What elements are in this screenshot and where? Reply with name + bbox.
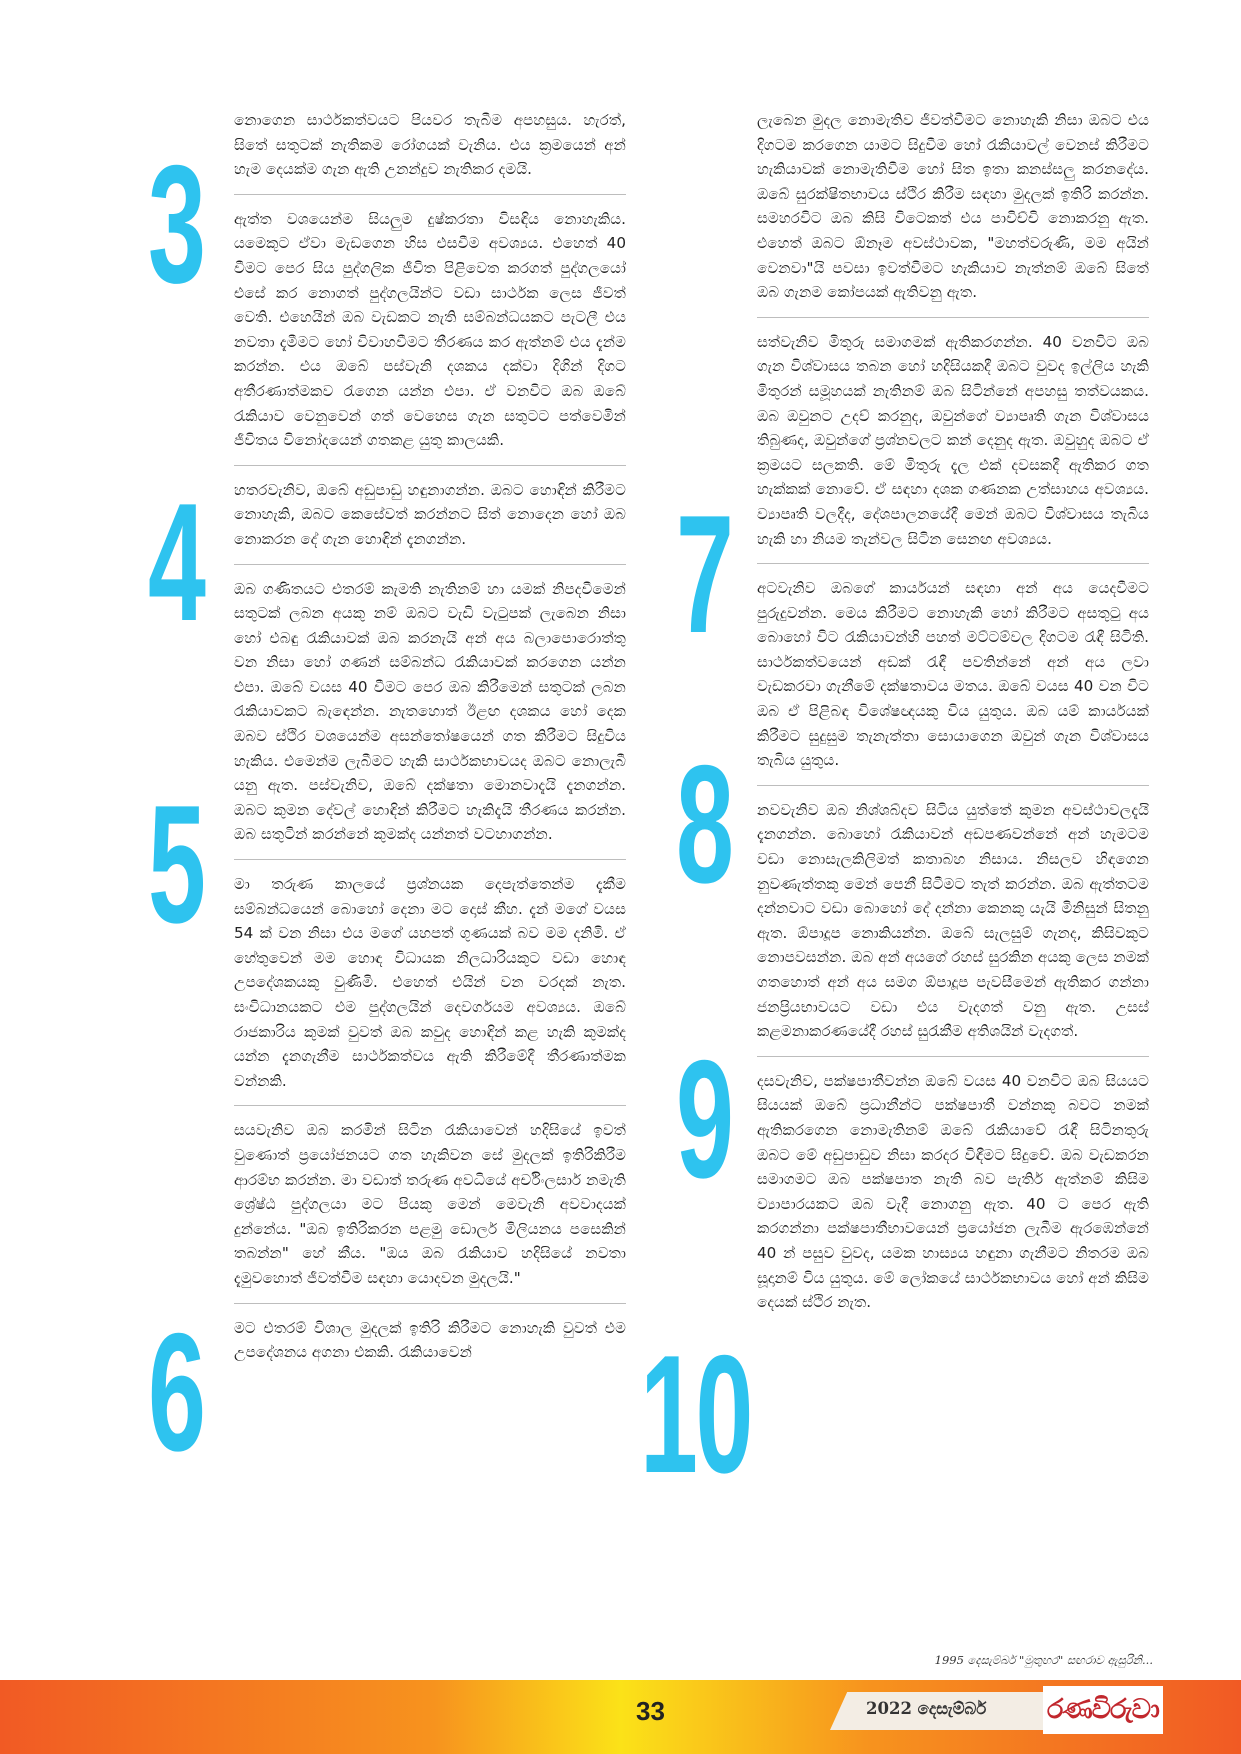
left-column — [234, 108, 626, 1365]
paragraph: මා තරුණ කාලයේ ප්‍රශ්නයක දෙපැත්තෙන්ම දැකීම සම්බන්ධයෙන් බොහෝ දෙනා මට දොස් කීහ. දැන් මගේ වයස 54 ක් වන නිසා එය මගේ යහපත් ගුණයක් බව මම දනිමි. ඒ හේතුවෙන් මම හොඳ විධායක නිලධාරියකුට වඩා හොඳ උපදේශකයකු වුණිමි. එහෙත් එයින් වන වරදක් නැත. සංවිධානයකට එම පුද්ගලයින් දෙවර්ගයම අවශ්‍යය. ඔබේ රාජකාරිය කුමක් වුවත් ඔබ කවුද හොඳින් කළ හැකි කුමක්ද යන්න දැනගැනීම සාර්ථකත්වය ඇති කිරීමේදී තීරණාත්මක වන්නකි. — [234, 875, 626, 1090]
divider — [234, 1303, 626, 1304]
paragraph: සයවැනිව ඔබ කරමින් සිටින රැකියාවෙන් හදිසියේ ඉවත් වුණොත් ප්‍රයෝජනයට ගත හැකිවන සේ මුදලක් ඉතිරිකිරීම ආරම්භ කරන්න. මා වඩාත් තරුණ අවධියේ අර්චිංලසාර් නමැති ශ්‍රේෂ්ඨ පුද්ගලයා මට පියකු මෙන් මෙවැනි අවවාදයක් දුන්නේය. "ඔබ ඉතිරිකරන පළමු ඩොලර් මිලියනය පසෙකින් තබන්න" හේ කීය. "ඔය ඔබ රැකියාව හදිසියේ නවතා දැමුවහොත් ජීවත්වීම සඳහා යොදවන මුදලයි." — [234, 1121, 626, 1287]
paragraph: ඇත්ත වශයෙන්ම සියලුම දුෂ්කරතා විසඳිය නොහැකිය. යමෙකුට ඒවා මැඩගෙන හිස එසවීම අවශ්‍යය. එහෙත් 40 වීමට පෙර සිය පුද්ගලික ජීවිත පිළිවෙත කරගත් පුද්ගලයෝ එසේ කර නොගත් පුද්ගලයින්ට වඩා සාර්ථක ලෙස ජීවත් වෙති. එහෙයින් ඔබ වැඩකට නැති සම්බන්ධයකට පැටලී එය නවතා දැමීමට හෝ විවාහවීමට තීරණය කර ඇත්නම් එය දැන්ම කරන්න. එය ඔබේ පස්වැනි දශකය දක්වා දිගින් දිගට අතීරණාත්මකව රැගෙන යන්න එපා. ඒ වනවිට ඔබ ඔබේ රැකියාව වෙනුවෙන් ගත් වෙහෙස ගැන සතුටට පත්වෙමින් ජීවිතය විනෝදයෙන් ගතකළ යුතු කාලයකි. — [234, 209, 626, 450]
divider — [234, 194, 626, 195]
section-number-8: 8 — [676, 730, 732, 918]
paragraph: ලැබෙන මුදල නොමැතිව ජීවත්වීමට නොහැකි නිසා ඔබට එය දිගටම කරගෙන යාමට සිදුවීම හෝ රැකියාවල් වෙනස් කිරීමට හැකියාවක් නොමැතිවීම හෝ සිත ඉතා කනස්සලු කරනදේය. ඔබේ සුරක්ෂිතභාවය ස්ථිර කිරීම සඳහා මුදලක් ඉතිරි කරන්න. සමහරවිට ඔබ කිසි විටෙකත් එය පාවිච්චි නොකරනු ඇත. එහෙත් ඔබට ඕනෑම අවස්ථාවක, "මහත්වරුණි, මම අයින් වෙනවා"යි පවසා ඉවත්වීමට හැකියාව නැත්නම් ඔබේ සිතේ ඔබ ගැනම කෝපයක් ඇතිවනු ඇත. — [757, 111, 1149, 302]
divider — [234, 465, 626, 466]
divider — [757, 785, 1149, 786]
section-number-4: 4 — [148, 468, 204, 656]
paragraph: ඔබ ගණිතයට එතරම් කැමති නැතිනම් හා යමක් නිපදවීමෙන් සතුටක් ලබන අයකු නම් ඔබට වැඩි වැටුපක් ලැබෙන නිසා හෝ එබඳු රැකියාවක් ඔබ කරනැයි අන් අය බලාපොරොත්තු වන නිසා හෝ ගණන් සම්බන්ධ රැකියාවක් කරගෙන යන්න එපා. ඔබේ වයස 40 වීමට පෙර ඔබ කිරීමෙන් සතුටක් ලබන රැකියාවකට බැඳෙන්න. නැතහොත් ඊළඟ දශකය හෝ දෙක ඔබව ස්ථිර වශයෙන්ම අසන්තෝෂයෙන් ගත කිරීමට සිදුවිය හැකිය. එමෙන්ම ලැබීමට හැකි සාර්ථකභාවයද ඔබට නොලැබී යනු ඇත. පස්වැනිව, ඔබේ දක්ෂතා මොනවාදැයි දැනගන්න. ඔබට කුමන දේවල් හොඳින් කිරීමට හැකිදැයි තීරණය කරන්න. ඔබ සතුටින් කරන්නේ කුමක්ද යන්නත් වටහාගන්න. — [234, 579, 626, 844]
right-column — [757, 108, 1149, 1315]
divider — [234, 859, 626, 860]
source-credit: 1995 දෙසැම්බර් "මුතුහර" සඟරාව ඇසුරිනි... — [934, 1653, 1153, 1667]
page-number: 33 — [636, 1696, 665, 1726]
paragraph: හතරවැනිව, ඔබේ අඩුපාඩු හඳුනාගන්න. ඔබට හොඳින් කිරීමට නොහැකි, ඔබට කෙසේවත් කරන්නට සිත් නොදෙන හෝ ඔබ නොකරන දේ ගැන හොඳින් දැනගන්න. — [234, 480, 626, 548]
divider — [234, 1105, 626, 1106]
paragraph: නොගෙන සාර්ථකත්වයට පියවර තැබීම අපහසුය. හැරත්, සිතේ සතුටක් නැතිකම රෝගයක් වැනිය. එය ක්‍රමයෙන් අන් හැම දෙයක්ම ගැන ඇති උනන්දුව නැතිකර දමයි. — [234, 111, 626, 179]
paragraph: දසවැනිව, පක්ෂපාතීවන්න ඔබේ වයස 40 වනවිට ඔබ සියයට සියයක් ඔබේ ප්‍රධානීන්ට පක්ෂපාතී වන්නකු බවට නමක් ඇතිකරගෙන නොමැතිනම් ඔබේ රැකියාවේ රැඳී සිටිනතුරු ඔබට මේ අඩුපාඩුව නිසා කරදර විඳීමට සිදුවේ. ඔබ වැඩකරන සමාගමට ඔබ පක්ෂපාත නැති බව පැතිර් ඇත්නම් කිසිම ව්‍යාපාරයකට ඔබ වැදී නොගනු ඇත. 40 ට පෙර ඇති කරගන්නා පක්ෂපාතීභාවයෙන් ප්‍රයෝජන ලැබීම ඇරඹෙන්නේ 40 න් පසුව වුවද, යමක හාස්‍යය හඳුනා ගැනීමට නිතරම ඔබ සූදානම් විය යුතුය. මේ ලෝකයේ සාර්ථකභාවය හෝ අන් කිසිම දෙයක් ස්ථිර නැත. — [757, 1071, 1149, 1312]
paragraph: සත්වැනිව මිතුරු සමාගමක් ඇතිකරගන්න. 40 වනවිට ඔබ ගැන විශ්වාසය තබන හෝ හදිසියකදී ඔබට වුවද ඉල්ලිය හැකි මිතුරන් සමූහයක් නැතිනම් ඔබ සිටින්නේ අපහසු තත්වයකය. ඔබ ඔවුනට උදව් කරනුද, ඔවුන්ගේ ව්‍යාපෘති ගැන විශ්වාසය තිබුණද, ඔවුන්ගේ ප්‍රශ්නවලට කන් දෙනුද ඇත. ඔවුහුද ඔබට ඒ ක්‍රමයට සලකති. මේ මිතුරු දැල එක් දවසකදී ඇතිකර ගත හැක්කක් නොවේ. ඒ සඳහා දශක ගණනක උත්සාහය අවශ්‍යය. ව්‍යාපෘති වලදීද, දේශපාලනයේදී මෙන් ඔබට විශ්වාසය තැබිය හැකි හා නියම තැන්වල සිටින සෙනඟ අවශ්‍යය. — [757, 332, 1149, 548]
section-number-5: 5 — [148, 770, 204, 958]
section-number-10: 10 — [640, 1320, 751, 1508]
section-number-6: 6 — [148, 1298, 204, 1486]
section-number-3: 3 — [148, 130, 204, 318]
divider — [757, 317, 1149, 318]
divider — [757, 563, 1149, 564]
section-number-9: 9 — [676, 1025, 732, 1213]
section-number-7: 7 — [676, 480, 732, 668]
brand-logo — [1043, 1686, 1163, 1734]
divider — [757, 1056, 1149, 1057]
brand-name: රණවිරුවා — [1047, 1694, 1159, 1725]
divider — [234, 564, 626, 565]
paragraph: මට එතරම් විශාල මුදලක් ඉතිරි කිරීමට නොහැකි වුවත් එම උපදේශනය අගනා එකකි. රැකියාවෙන් — [234, 1318, 626, 1362]
paragraph: නවවැනිව ඔබ නිශ්ශබ්දව සිටිය යුත්තේ කුමන අවස්ථාවලදැයි දැනගන්න. බොහෝ රැකියාවන් අඩපණවන්නේ අන් හැමටම වඩා නොසැලකිලිමත් කතාබහ නිසාය. නිසලව හිඳගෙන නුවණැත්තකු මෙන් පෙනී සිටීමට තැත් කරන්න. ඔබ ඇත්තටම දන්නවාට වඩා බොහෝ දේ දන්නා කෙනකු යැයි මිනිසුන් සිතනු ඇත. ඕපාදූප නොකියන්න. ඔබේ සැලසුම් ගැනද, කිසිවකුට නොපවසන්න. ඔබ අන් අයගේ රහස් සුරකින අයකු ලෙස නමක් ගතහොත් අන් අය සමග ඕපාදූප පැවසීමෙන් ඇතිකර ගන්නා ජනප්‍රියභාවයට වඩා එය වැදගත් වනු ඇත. උසස් කළමනාකරණයේදී රහස් සුරැකීම අතිශයින් වැදගත්. — [757, 800, 1149, 1041]
issue-date: 2022 දෙසැම්බර් — [866, 1699, 987, 1718]
paragraph: අටවැනිව ඔබගේ කාර්යයන් සඳහා අන් අය යෙදවීමට පුරුදුවන්න. මෙය කිරීමට නොහැකි හෝ කිරීමට අසතුටු අය බොහෝ විට රැකියාවන්හි පහත් මට්ටම්වල දිගටම රැඳී සිටිති. සාර්ථකත්වයෙන් අඩක් රැඳී පවතින්නේ අන් අය ලවා වැඩකරවා ගැනීමේ දක්ෂතාවය මතය. ඔබේ වයස 40 වන විට ඔබ ඒ පිළිබඳ විශේෂඥයකු විය යුතුය. ඔබ යම් කාර්යයක් කිරීමට සුදුසුම තැනැත්තා සොයාගෙන ඔවුන් ගැන විශ්වාසය තැබිය යුතුය. — [757, 579, 1149, 770]
